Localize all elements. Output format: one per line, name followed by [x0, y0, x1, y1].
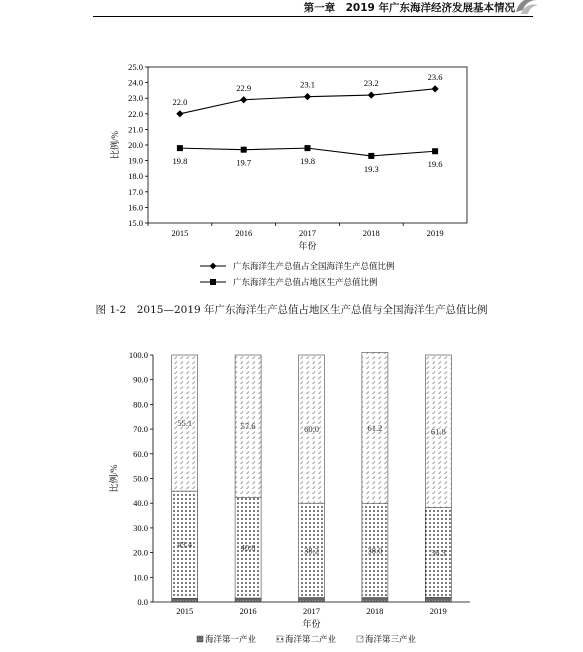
- page-header: [93, 0, 533, 17]
- data-point-square: [368, 153, 374, 159]
- y-tick-label: 100.0: [128, 350, 148, 360]
- data-label: 19.7: [236, 157, 252, 168]
- bar-value-label: 61.8: [430, 426, 446, 437]
- x-tick-label: 2017: [299, 228, 316, 238]
- figure-caption: 图 1-2 2015—2019 年广东海洋生产总值占地区生产总值与全国海洋生产总值比例: [95, 304, 488, 316]
- y-tick-label: 21.0: [128, 124, 143, 135]
- y-tick-label: 40.0: [133, 498, 148, 509]
- y-tick-label: 30.0: [133, 522, 148, 533]
- bar-value-label: 57.6: [240, 421, 256, 432]
- y-tick-label: 90.0: [133, 374, 148, 385]
- y-tick-label: 10.0: [133, 572, 148, 583]
- legend-label: 海洋第一产业: [205, 634, 257, 644]
- bar-segment-1: [172, 598, 198, 602]
- legend-swatch: [277, 636, 283, 642]
- x-tick-label: 2019: [429, 606, 447, 616]
- data-point-square: [305, 145, 311, 151]
- x-tick-label: 2017: [303, 606, 320, 616]
- legend-label: 广东海洋生产总值占全国海洋生产总值比例: [233, 261, 395, 271]
- data-point-diamond: [368, 91, 375, 98]
- stacked-bar-chart: [0, 345, 583, 652]
- y-tick-label: 70.0: [133, 424, 148, 435]
- y-axis-label: 比例/%: [109, 464, 119, 493]
- y-tick-label: 25.0: [128, 62, 143, 72]
- x-axis-label: 年份: [298, 241, 317, 251]
- data-label: 22.0: [172, 96, 188, 107]
- line-chart: [0, 55, 583, 295]
- bar-segment-1: [299, 598, 325, 602]
- y-tick-label: 50.0: [133, 473, 148, 484]
- y-tick-label: 17.0: [128, 186, 143, 197]
- bar-segment-1: [362, 598, 388, 602]
- wave-decoration-icon: [513, 0, 539, 16]
- data-label: 23.2: [363, 78, 379, 89]
- header-chapter: 第一章: [303, 2, 336, 14]
- data-label: 19.8: [300, 156, 315, 167]
- y-tick-label: 18.0: [128, 171, 143, 182]
- data-point-diamond: [176, 110, 183, 117]
- data-label: 19.6: [427, 159, 443, 170]
- y-tick-label: 16.0: [128, 202, 143, 213]
- bar-value-label: 40.8: [240, 542, 256, 553]
- legend-marker-diamond: [210, 263, 217, 270]
- bar-value-label: 43.4: [177, 539, 193, 550]
- bar-value-label: 55.1: [177, 418, 193, 429]
- legend-label: 海洋第二产业: [285, 634, 337, 644]
- x-tick-label: 2016: [239, 606, 257, 616]
- legend-label: 广东海洋生产总值占地区生产总值比例: [233, 277, 378, 287]
- y-tick-label: 19.0: [128, 155, 143, 166]
- bar-value-label: 61.2: [367, 423, 383, 434]
- data-point-diamond: [304, 93, 311, 100]
- header-text: [304, 0, 515, 15]
- bar-value-label: 60.0: [304, 424, 319, 435]
- bar-segment-1: [425, 597, 451, 602]
- x-tick-label: 2016: [235, 228, 253, 238]
- data-point-square: [241, 147, 247, 153]
- bar-value-label: 38.2: [304, 545, 319, 556]
- data-label: 23.1: [300, 79, 315, 90]
- x-tick-label: 2019: [426, 228, 444, 238]
- header-title: 2019 年广东海洋经济发展基本情况: [345, 2, 515, 14]
- data-label: 23.6: [427, 71, 443, 82]
- data-point-square: [432, 148, 438, 154]
- series-line-national: [180, 89, 435, 114]
- data-label: 19.8: [172, 156, 188, 167]
- x-tick-label: 2018: [366, 606, 384, 616]
- legend-swatch: [197, 636, 203, 642]
- data-point-diamond: [240, 96, 247, 103]
- legend-swatch: [357, 636, 363, 642]
- data-label: 19.3: [363, 163, 379, 174]
- x-tick-label: 2015: [176, 606, 194, 616]
- y-tick-label: 22.0: [128, 108, 143, 119]
- bar-segment-1: [235, 598, 261, 602]
- data-point-diamond: [432, 85, 439, 92]
- y-tick-label: 60.0: [133, 448, 148, 459]
- bar-value-label: 38.0: [367, 545, 383, 556]
- y-tick-label: 20.0: [128, 140, 143, 150]
- y-tick-label: 0.0: [137, 597, 148, 607]
- bar-value-label: 36.3: [430, 547, 446, 558]
- x-axis-label: 年份: [302, 619, 321, 629]
- legend-label: 海洋第三产业: [365, 634, 417, 644]
- legend-marker-square: [210, 279, 216, 285]
- y-tick-label: 15.0: [128, 218, 143, 228]
- y-tick-label: 20.0: [133, 547, 148, 558]
- y-tick-label: 24.0: [128, 77, 143, 88]
- data-label: 22.9: [236, 82, 252, 93]
- data-point-square: [177, 145, 183, 151]
- x-tick-label: 2018: [362, 228, 380, 238]
- y-tick-label: 80.0: [133, 399, 148, 410]
- y-axis-label: 比例/%: [110, 131, 120, 159]
- y-tick-label: 23.0: [128, 93, 143, 104]
- x-tick-label: 2015: [171, 228, 189, 238]
